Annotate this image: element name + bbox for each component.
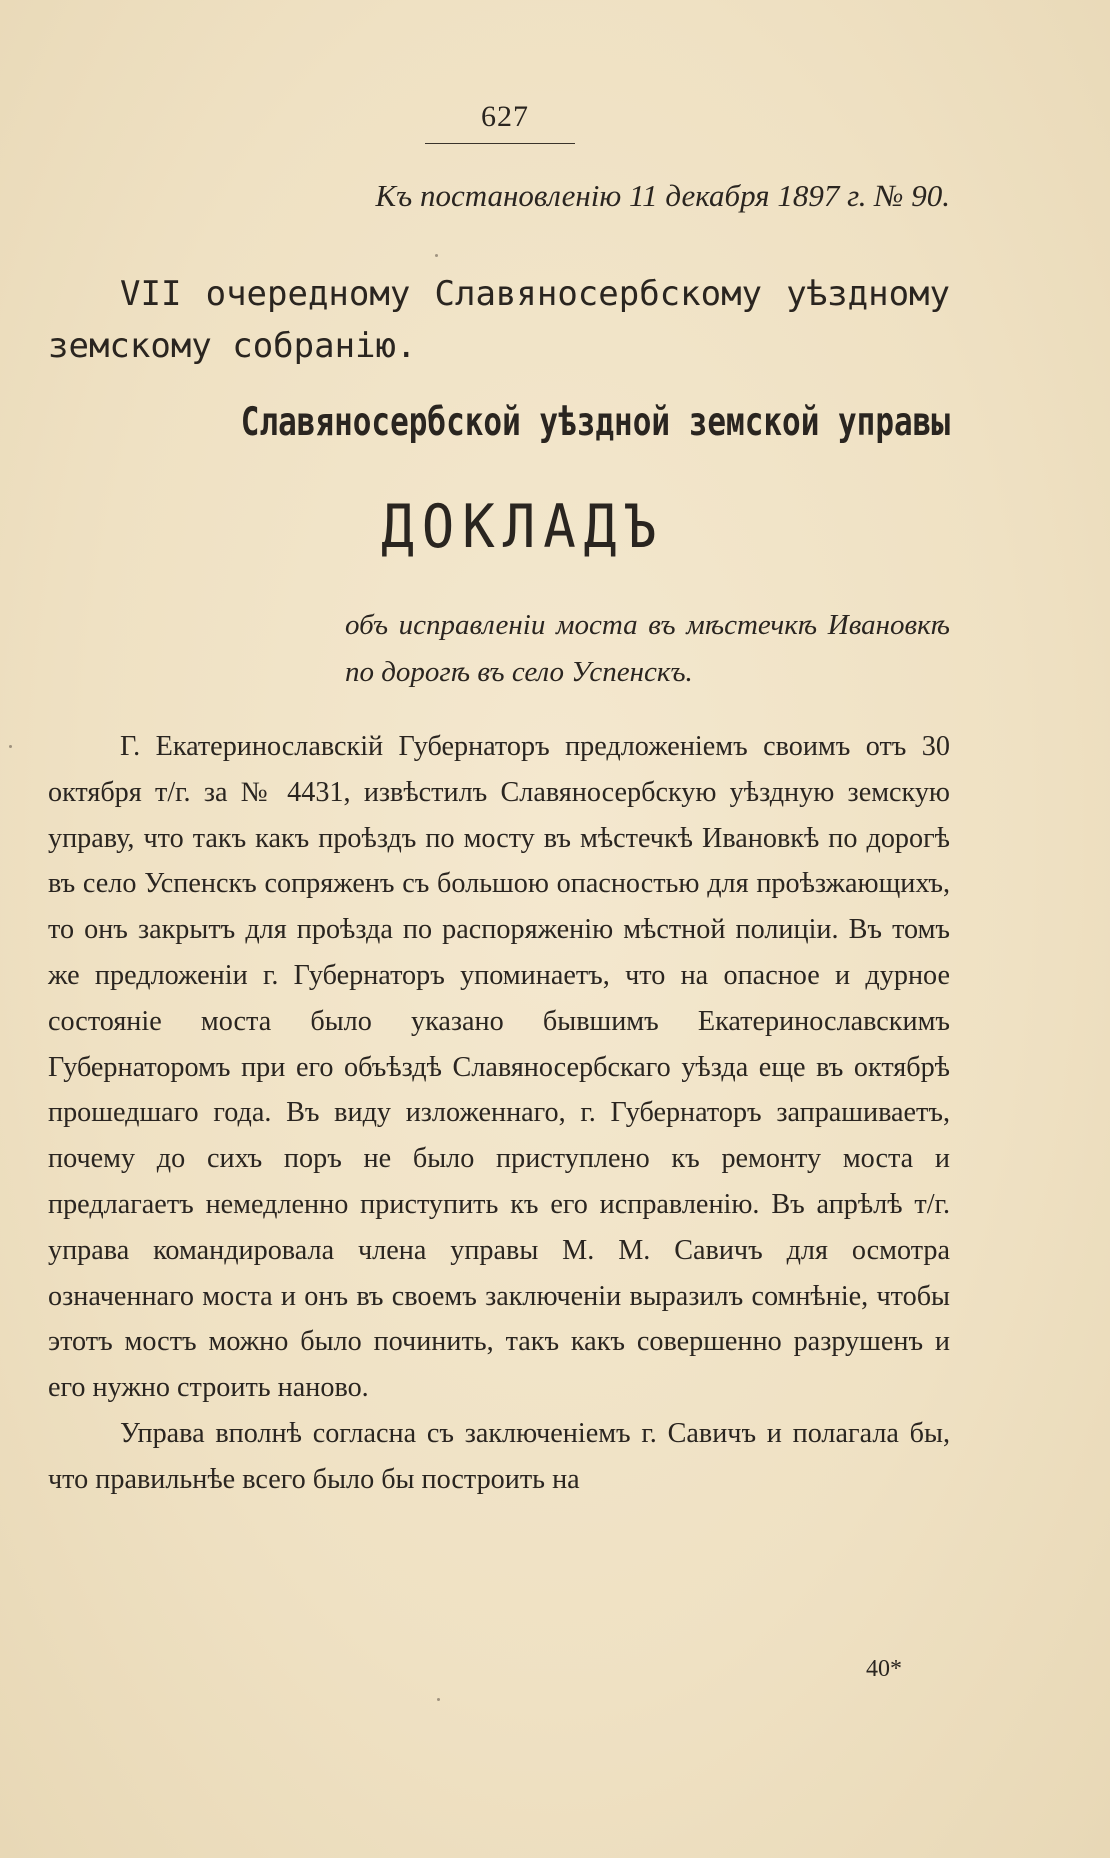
body-paragraph-1: Г. Екатеринославскій Губернаторъ предложеніемъ своимъ отъ 30 октября т/г. за № 4431, извѣстилъ Славяносербскую уѣздную земскую управу, что такъ какъ проѣздъ по мосту въ мѣстечкѣ Ивановкѣ по дорогѣ въ село Успенскъ сопряженъ съ большою опасностью для проѣзжающихъ, то онъ закрытъ для проѣзда по распоряженію мѣстной полиціи. Въ томъ же предложеніи г. Губернаторъ упоминаетъ, что на опасное и дурное состояніе моста было указано бывшимъ Екатеринославскимъ Губернаторомъ при его объѣздѣ Славяносербскаго уѣзда еще въ октябрѣ прошедшаго года. Въ виду изложеннаго, г. Губернаторъ запрашиваетъ, почему до сихъ поръ не было приступлено къ ремонту моста и предлагаетъ немедленно приступить къ его исправленію. Въ апрѣлѣ т/г. управа командировала члена управы М. М. Савичъ для осмотра означеннаго моста и онъ въ своемъ заключеніи выразилъ сомнѣніе, чтобы этотъ мостъ можно было починить, такъ какъ совершенно разрушенъ и его нужно строить наново.	[48, 731, 950, 1404]
addressee-line-1: VII очередному Славяносербскому уѣздному	[120, 274, 950, 314]
addressee	[48, 268, 950, 372]
document-title: ДОКЛАДЪ	[381, 491, 665, 562]
signature-mark: 40*	[866, 1656, 902, 1682]
paper-speck	[435, 254, 438, 257]
attachment-line: Къ постановленію 11 декабря 1897 г. № 90.	[375, 178, 950, 213]
body-paragraph-2: Управа вполнѣ согласна съ заключеніемъ г. Савичъ и полагала бы, что правильнѣе всего было бы построить на	[48, 1417, 950, 1495]
page-number: 627	[481, 100, 529, 133]
addressee-line-2: земскому собранію.	[48, 326, 417, 366]
page-number-rule	[425, 143, 575, 144]
document-body	[48, 724, 950, 1503]
paper-speck	[437, 1698, 440, 1701]
paper-speck	[9, 745, 12, 748]
organization-heading: Славяносербской уѣздной земской управы	[240, 400, 950, 445]
document-subject: объ исправленіи моста въ мѣстечкѣ Ивановкѣ по дорогѣ въ село Успенскъ.	[345, 609, 950, 688]
